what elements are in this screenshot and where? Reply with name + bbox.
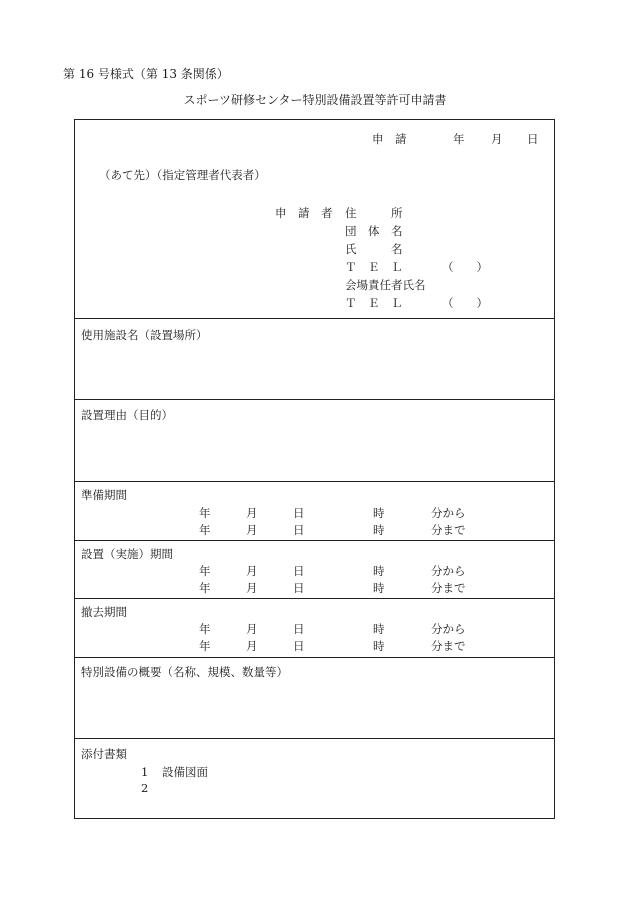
day-unit: 日	[293, 506, 305, 520]
install-start-datetime[interactable]	[75, 564, 554, 578]
applicant-name-field[interactable]: 氏 名	[345, 242, 403, 256]
month-unit: 月	[246, 639, 258, 653]
minute-from-unit: 分から	[431, 506, 466, 520]
day-unit: 日	[293, 581, 305, 595]
venue-manager-phone-paren: （ ）	[442, 296, 488, 310]
minute-until-unit: 分まで	[431, 639, 466, 653]
attachment-1-number: 1	[141, 765, 149, 779]
divider	[75, 657, 554, 658]
removal-start-datetime[interactable]	[75, 622, 554, 636]
date-month-field[interactable]: 月	[491, 132, 503, 146]
minute-until-unit: 分まで	[431, 523, 466, 537]
divider	[75, 481, 554, 482]
install-end-datetime[interactable]	[75, 581, 554, 595]
divider	[75, 318, 554, 319]
prep-period-label: 準備期間	[81, 488, 127, 502]
minute-from-unit: 分から	[431, 622, 466, 636]
month-unit: 月	[246, 506, 258, 520]
month-unit: 月	[246, 523, 258, 537]
divider	[75, 738, 554, 739]
day-unit: 日	[293, 564, 305, 578]
venue-manager-phone-field[interactable]: Ｔ Ｅ Ｌ	[345, 296, 403, 310]
year-unit: 年	[199, 564, 211, 578]
date-year-field[interactable]: 年	[453, 132, 465, 146]
address-field[interactable]: 住 所	[345, 206, 403, 220]
year-unit: 年	[199, 639, 211, 653]
removal-period-label: 撤去期間	[81, 605, 127, 619]
hour-unit: 時	[373, 523, 385, 537]
month-unit: 月	[246, 622, 258, 636]
install-period-label: 設置（実施）期間	[81, 547, 173, 561]
year-unit: 年	[199, 523, 211, 537]
venue-manager-name-field[interactable]: 会場責任者氏名	[345, 278, 426, 292]
divider	[75, 540, 554, 541]
facility-label: 使用施設名（設置場所）	[81, 328, 208, 342]
day-unit: 日	[293, 523, 305, 537]
year-unit: 年	[199, 581, 211, 595]
hour-unit: 時	[373, 564, 385, 578]
removal-end-datetime[interactable]	[75, 639, 554, 653]
hour-unit: 時	[373, 581, 385, 595]
hour-unit: 時	[373, 506, 385, 520]
application-date-label: 申 請	[372, 132, 407, 146]
divider	[75, 598, 554, 599]
phone-paren: （ ）	[442, 260, 488, 274]
divider	[75, 399, 554, 400]
year-unit: 年	[199, 506, 211, 520]
reason-label: 設置理由（目的）	[81, 408, 173, 422]
year-unit: 年	[199, 622, 211, 636]
form-number: 第 16 号様式（第 13 条関係）	[63, 67, 229, 81]
overview-label: 特別設備の概要（名称、規模、数量等）	[81, 665, 288, 679]
applicant-label: 申 請 者	[275, 206, 333, 220]
day-unit: 日	[293, 622, 305, 636]
prep-start-datetime[interactable]	[75, 506, 554, 520]
hour-unit: 時	[373, 639, 385, 653]
hour-unit: 時	[373, 622, 385, 636]
date-day-field[interactable]: 日	[527, 132, 539, 146]
minute-until-unit: 分まで	[431, 581, 466, 595]
day-unit: 日	[293, 639, 305, 653]
attachment-2-number: 2	[141, 781, 149, 795]
attachment-1-text: 設備図面	[162, 765, 208, 779]
phone-field[interactable]: Ｔ Ｅ Ｌ	[345, 260, 403, 274]
attachments-label: 添付書類	[81, 747, 127, 761]
minute-from-unit: 分から	[431, 564, 466, 578]
month-unit: 月	[246, 564, 258, 578]
month-unit: 月	[246, 581, 258, 595]
application-form-table	[74, 119, 555, 819]
organization-name-field[interactable]: 団 体 名	[345, 224, 403, 238]
document-title: スポーツ研修センター特別設備設置等許可申請書	[183, 93, 447, 107]
prep-end-datetime[interactable]	[75, 523, 554, 537]
addressee-label: （あて先）（指定管理者代表者）	[99, 168, 266, 182]
